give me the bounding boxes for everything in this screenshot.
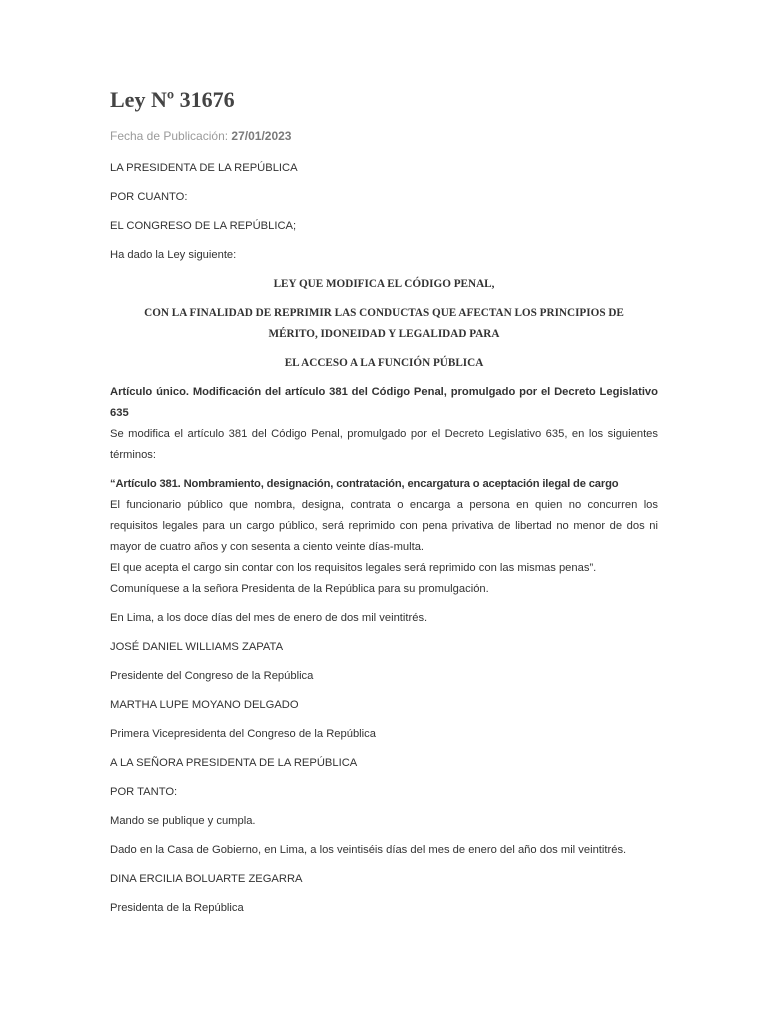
paragraph-dado: Dado en la Casa de Gobierno, en Lima, a los veintiséis días del mes de enero del año dos mil veintitrés. xyxy=(110,844,627,856)
signatory-1-role: Presidente del Congreso de la República xyxy=(110,670,314,682)
paragraph-congreso: EL CONGRESO DE LA REPÚBLICA; xyxy=(110,220,297,232)
paragraph-to-president: A LA SEÑORA PRESIDENTA DE LA REPÚBLICA xyxy=(110,757,358,769)
article-381-paragraph-2: El que acepta el cargo sin contar con los requisitos legales será reprimido con las mismas penas”. xyxy=(110,562,597,574)
publication-date-label: Fecha de Publicación: xyxy=(110,129,229,143)
law-title: Ley Nº 31676 xyxy=(110,87,235,112)
article-381-paragraph-1: El funcionario público que nombra, designa, contrata o encarga a persona en quien no concurren los requisitos legales para un cargo público, será reprimido con pena privativa de libertad no menor de dos ni mayor de cuatro años y con sesenta a ciento veinte días-multa. xyxy=(110,499,658,553)
paragraph-comuniquese: Comuníquese a la señora Presidenta de la República para su promulgación. xyxy=(110,583,489,595)
publication-date xyxy=(110,128,658,144)
law-heading-2: CON LA FINALIDAD DE REPRIMIR LAS CONDUCTAS QUE AFECTAN LOS PRINCIPIOS DE MÉRITO, IDONEIDAD Y LEGALIDAD PARA xyxy=(144,307,624,340)
law-heading-1: LEY QUE MODIFICA EL CÓDIGO PENAL, xyxy=(273,278,495,290)
law-heading-3: EL ACCESO A LA FUNCIÓN PÚBLICA xyxy=(284,357,484,369)
signatory-2-name: MARTHA LUPE MOYANO DELGADO xyxy=(110,699,299,711)
signatory-3-name: DINA ERCILIA BOLUARTE ZEGARRA xyxy=(110,873,303,885)
publication-date-value: 27/01/2023 xyxy=(231,129,292,143)
article-381-title: “Artículo 381. Nombramiento, designación, contratación, encargatura o aceptación ilegal de cargo xyxy=(110,478,619,490)
signatory-1-name: JOSÉ DANIEL WILLIAMS ZAPATA xyxy=(110,641,284,653)
signatory-2-role: Primera Vicepresidenta del Congreso de la República xyxy=(110,728,376,740)
signatory-3-role: Presidenta de la República xyxy=(110,902,244,914)
paragraph-ley-siguiente: Ha dado la Ley siguiente: xyxy=(110,249,237,261)
document-content xyxy=(110,86,658,927)
paragraph-por-cuanto: POR CUANTO: xyxy=(110,191,188,203)
paragraph-mando: Mando se publique y cumpla. xyxy=(110,815,256,827)
article-body: Se modifica el artículo 381 del Código Penal, promulgado por el Decreto Legislativo 635, en los siguientes términos: xyxy=(110,428,658,461)
article-title: Artículo único. Modificación del artículo 381 del Código Penal, promulgado por el Decreto Legislativo 635 xyxy=(110,386,658,419)
paragraph-por-tanto: POR TANTO: xyxy=(110,786,178,798)
paragraph-lima-date: En Lima, a los doce días del mes de enero de dos mil veintitrés. xyxy=(110,612,428,624)
paragraph-presidenta: LA PRESIDENTA DE LA REPÚBLICA xyxy=(110,162,298,174)
